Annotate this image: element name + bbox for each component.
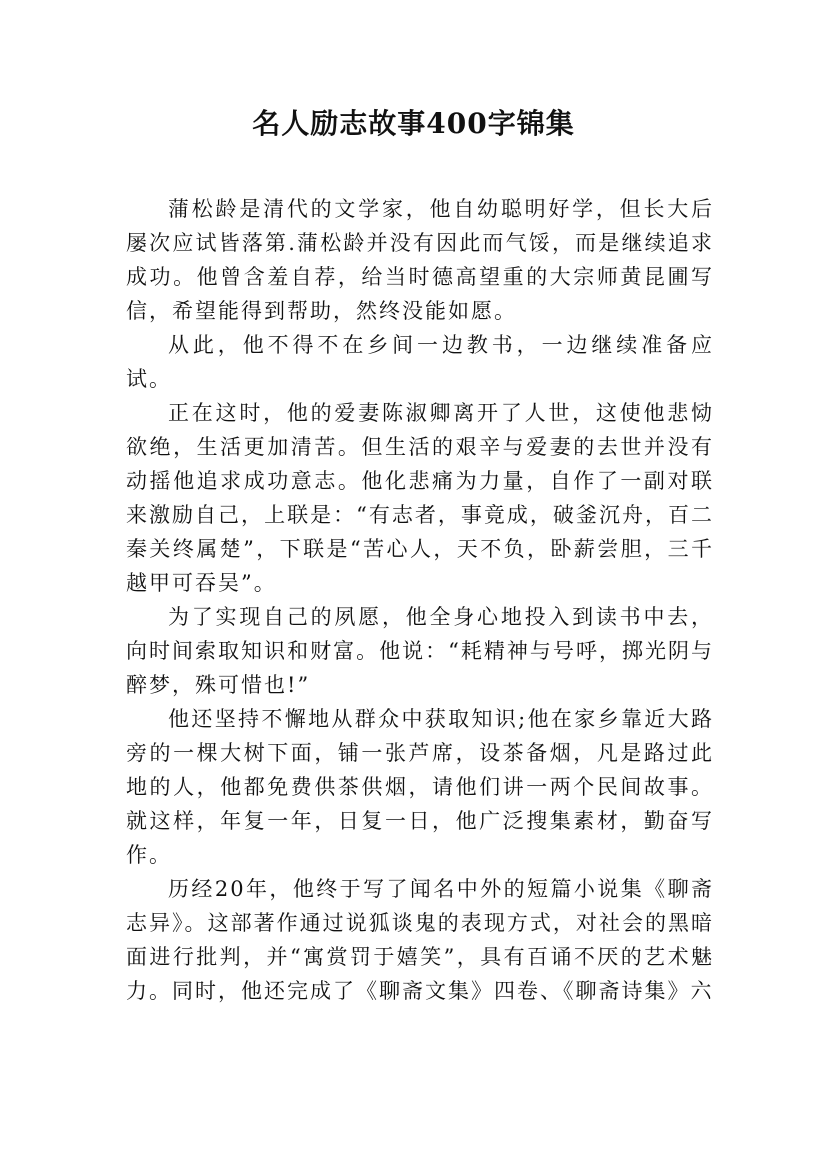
paragraph-2: 从此，他不得不在乡间一边教书，一边继续准备应试。	[126, 333, 714, 391]
paragraph-1: 蒲松龄是清代的文学家，他自幼聪明好学，但长大后屡次应试皆落第.蒲松龄并没有因此而气馁，而是继续追求成功。他曾含羞自荐，给当时德高望重的大宗师黄昆圃写信，希望能得到帮助，然终没能如愿。	[126, 197, 714, 323]
paragraph-3: 正在这时，他的爱妻陈淑卿离开了人世，这使他悲恸欲绝，生活更加清苦。但生活的艰辛与爱妻的去世并没有动摇他追求成功意志。他化悲痛为力量，自作了一副对联来激励自己，上联是：“有志者，事竟成，破釜沉舟，百二秦关终属楚”，下联是“苦心人，天不负，卧薪尝胆，三千越甲可吞吴”。	[126, 401, 714, 595]
document-body	[126, 192, 714, 1008]
paragraph-6: 历经20年，他终于写了闻名中外的短篇小说集《聊斋志异》。这部著作通过说狐谈鬼的表现方式，对社会的黑暗面进行批判，并“寓赏罚于嬉笑”，具有百诵不厌的艺术魅力。同时，他还完成了《聊斋文集》四卷、《聊斋诗集》六	[126, 877, 714, 1003]
paragraph-4: 为了实现自己的夙愿，他全身心地投入到读书中去，向时间索取知识和财富。他说：“耗精神与号呼，掷光阴与醉梦，殊可惜也!”	[126, 605, 714, 697]
document-title: 名人励志故事400字锦集	[252, 107, 575, 140]
paragraph-5: 他还坚持不懈地从群众中获取知识;他在家乡靠近大路旁的一棵大树下面，铺一张芦席，设茶备烟，凡是路过此地的人，他都免费供茶供烟，请他们讲一两个民间故事。就这样，年复一年，日复一日，他广泛搜集素材，勤奋写作。	[126, 707, 714, 867]
